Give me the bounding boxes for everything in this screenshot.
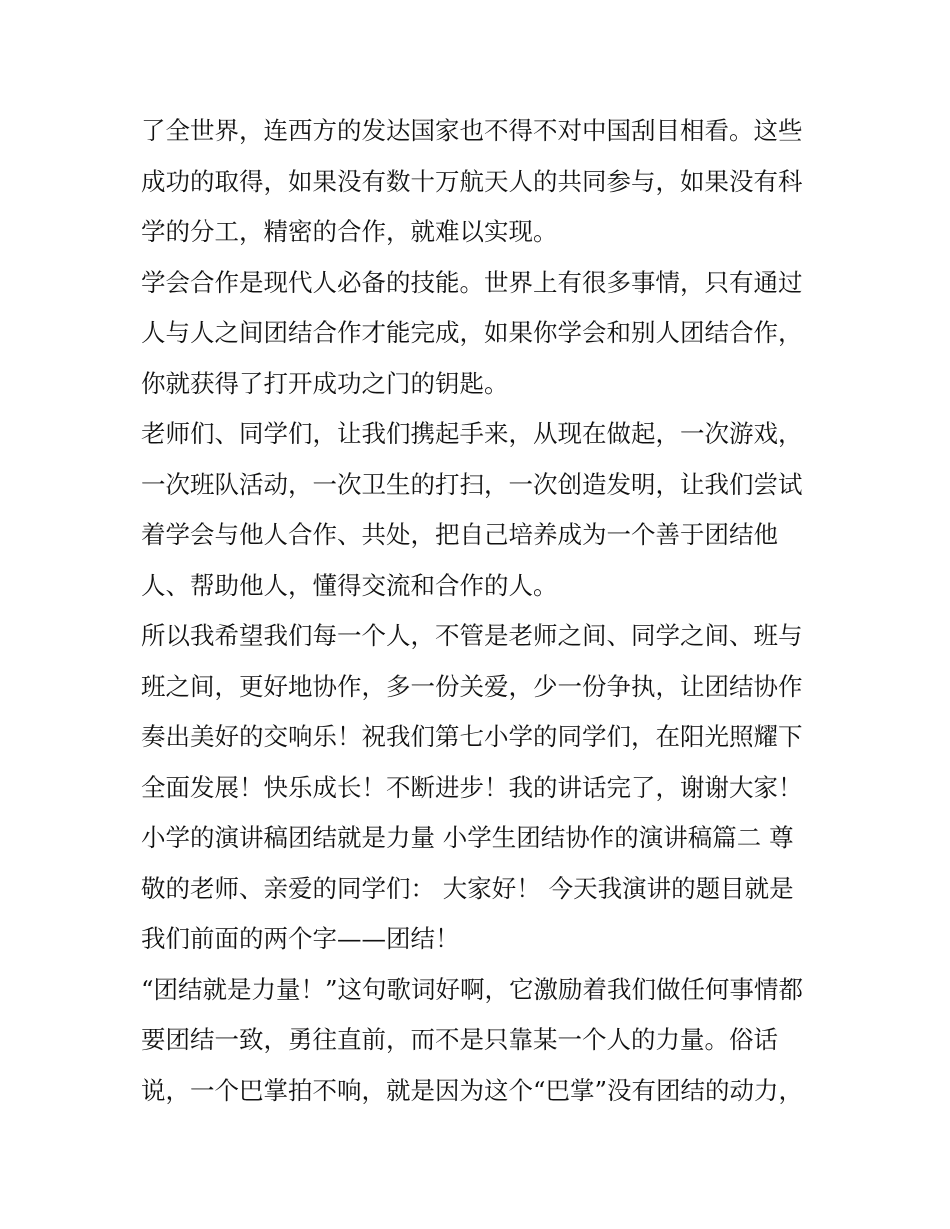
- text-line: 班之间，更好地协作，多一份关爱，少一份争执，让团结协作: [141, 671, 803, 701]
- text-line: 人、帮助他人，懂得交流和合作的人。: [141, 570, 558, 600]
- document-page: [141, 106, 821, 1116]
- text-line: 小学的演讲稿团结就是力量 小学生团结协作的演讲稿篇二 尊: [141, 823, 794, 852]
- text-line: 人与人之间团结合作才能完成，如果你学会和别人团结合作，: [141, 318, 803, 347]
- text-line: 你就获得了打开成功之门的钥匙。: [141, 368, 509, 398]
- text-line: 学会合作是现代人必备的技能。世界上有很多事情，只有通过: [141, 267, 803, 297]
- text-line: 所以我希望我们每一个人，不管是老师之间、同学之间、班与: [141, 621, 803, 650]
- text-line: 我们前面的两个字——团结！: [141, 924, 460, 953]
- text-line: 一次班队活动，一次卫生的打扫，一次创造发明，让我们尝试: [141, 469, 803, 499]
- text-line: 全面发展！快乐成长！不断进步！我的讲话完了，谢谢大家！: [141, 772, 803, 802]
- text-line: 成功的取得，如果没有数十万航天人的共同参与，如果没有科: [141, 166, 803, 196]
- text-line: 奏出美好的交响乐！祝我们第七小学的同学们，在阳光照耀下: [141, 722, 803, 751]
- text-line: 着学会与他人合作、共处，把自己培养成为一个善于团结他: [141, 520, 778, 549]
- text-line: 敬的老师、亲爱的同学们： 大家好！ 今天我演讲的题目就是: [141, 873, 794, 903]
- text-line: 老师们、同学们，让我们携起手来，从现在做起，一次游戏，: [141, 419, 803, 448]
- text-line: 学的分工，精密的合作，就难以实现。: [141, 217, 558, 246]
- text-line: 要团结一致，勇往直前，而不是只靠某一个人的力量。俗话: [141, 1025, 778, 1054]
- text-line: “团结就是力量！”这句歌词好啊，它激励着我们做任何事情都: [141, 974, 804, 1004]
- text-line: 了全世界，连西方的发达国家也不得不对中国刮目相看。这些: [141, 116, 803, 145]
- text-line: 说，一个巴掌拍不响，就是因为这个“巴掌”没有团结的动力，: [141, 1075, 804, 1105]
